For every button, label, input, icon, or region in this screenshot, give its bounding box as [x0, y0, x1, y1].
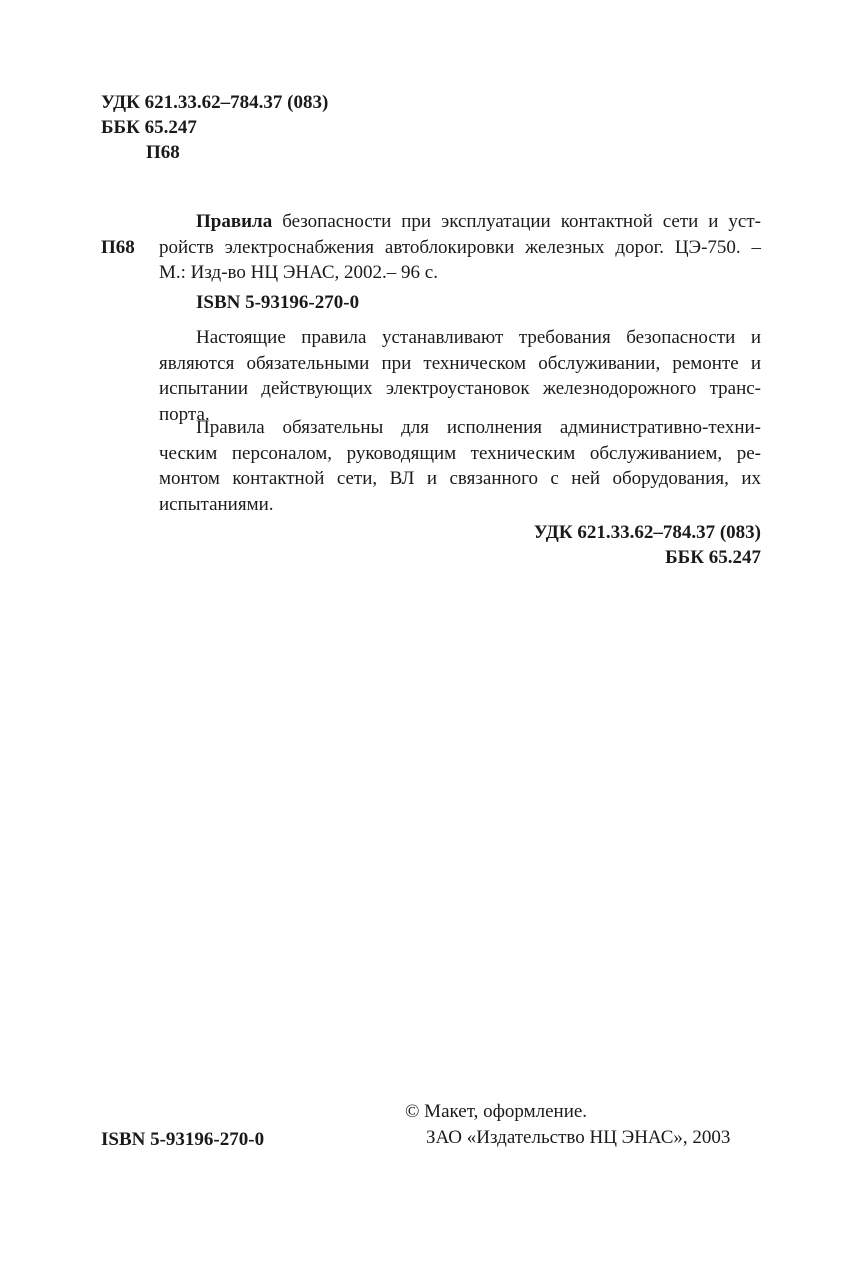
classification-right — [534, 520, 761, 570]
abstract-p1-line: испытании действующих электроустановок железнодорожного транс- — [159, 378, 761, 399]
title-bold: Правила — [196, 211, 273, 232]
abstract-p2-line: монтом контактной сети, ВЛ и связанного с ней оборудования, их — [159, 468, 761, 489]
bibliographic-line-2: ройств электроснабжения автоблокировки железных дорог. ЦЭ-750. – — [159, 236, 761, 258]
bibliographic-line-3: М.: Изд-во НЦ ЭНАС, 2002.– 96 с. — [159, 262, 438, 283]
bibliographic-line-1: Правила безопасности при эксплуатации контактной сети и уст- — [196, 211, 761, 232]
bbk-right: ББК 65.247 — [665, 547, 761, 568]
bbk-top: ББК 65.247 — [101, 117, 197, 138]
abstract-p2-line: ческим персоналом, руководящим техническим обслуживанием, ре- — [159, 442, 761, 464]
abstract-p2-line: испытаниями. — [159, 493, 274, 515]
abstract-paragraph-2 — [159, 415, 761, 517]
udk-top: УДК 621.33.62–784.37 (083) — [101, 92, 329, 113]
abstract-p1-line: порта. — [159, 403, 210, 425]
bibliographic-description — [159, 209, 761, 286]
copyright-line-2: ЗАО «Издательство НЦ ЭНАС», 2003 — [426, 1127, 731, 1148]
author-code-top: П68 — [146, 142, 180, 163]
abstract-p1-line: Настоящие правила устанавливают требования безопасности и — [196, 327, 761, 348]
isbn-footer: ISBN 5-93196-270-0 — [101, 1129, 265, 1150]
udk-right: УДК 621.33.62–784.37 (083) — [533, 522, 761, 543]
copyright-line-1: © Макет, оформление. — [405, 1101, 588, 1122]
isbn-annotation: ISBN 5-93196-270-0 — [196, 292, 360, 313]
abstract-p2-line: Правила обязательны для исполнения административно-техни- — [196, 417, 761, 438]
margin-author-code: П68 — [101, 237, 135, 258]
abstract-paragraph-1 — [159, 325, 761, 427]
abstract-p1-line: являются обязательными при техническом обслуживании, ремонте и — [159, 352, 761, 374]
